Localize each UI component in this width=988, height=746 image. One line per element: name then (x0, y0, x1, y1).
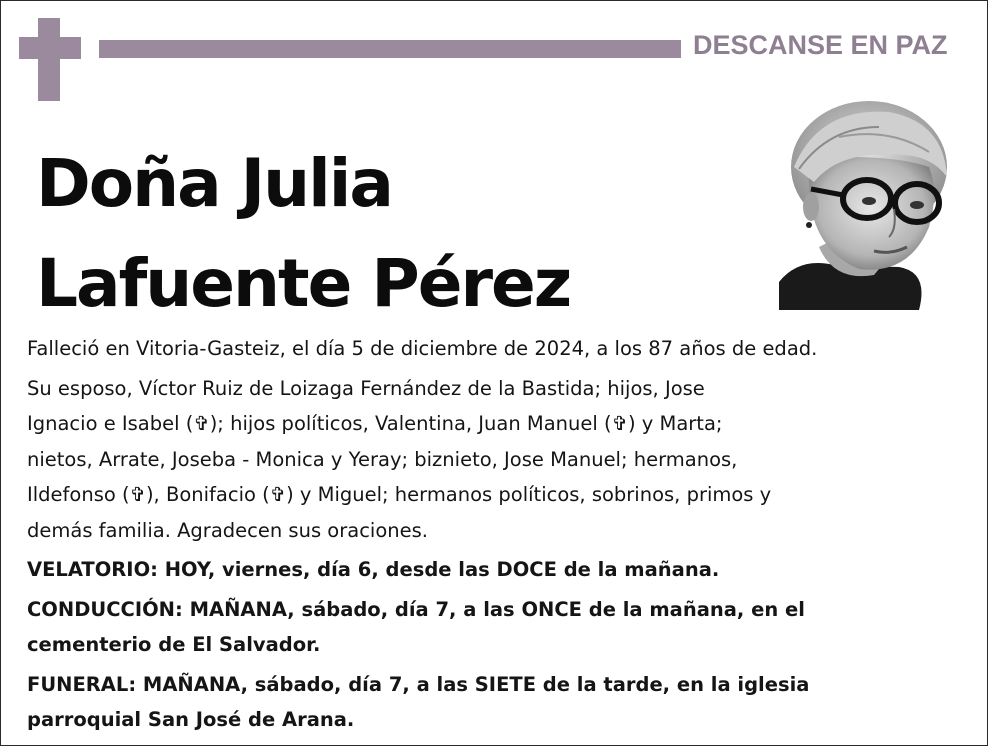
family-line-3: nietos, Arrate, Joseba - Monica y Yeray; biznieto, Jose Manuel; hermanos, (27, 447, 738, 471)
death-notice: Falleció en Vitoria-Gasteiz, el día 5 de diciembre de 2024, a los 87 años de edad. (27, 337, 818, 360)
notice-body (27, 331, 967, 742)
conduccion-line-1: CONDUCCIÓN: MAÑANA, sábado, día 7, a las ONCE de la mañana, en el (27, 597, 805, 621)
funeral-info (27, 667, 967, 738)
family-line-5: demás familia. Agradecen sus oraciones. (27, 518, 428, 542)
funeral-line-1: FUNERAL: MAÑANA, sábado, día 7, a las SIETE de la tarde, en la iglesia (27, 672, 810, 696)
family-line-1: Su esposo, Víctor Ruiz de Loizaga Fernández de la Bastida; hijos, Jose (27, 376, 705, 400)
header-bar (99, 40, 681, 58)
velatorio-info: VELATORIO: HOY, viernes, día 6, desde las DOCE de la mañana. (27, 558, 720, 581)
small-cross-icon: ✞ (269, 483, 287, 506)
family-text: ); hijos políticos, Valentina, Juan Manuel ( (209, 412, 612, 435)
conduccion-line-2: cementerio de El Salvador. (27, 633, 321, 656)
family-text: Ildefonso ( (27, 483, 130, 506)
family-text: ) y Marta; (627, 412, 723, 435)
header-tag: DESCANSE EN PAZ (693, 30, 948, 60)
small-cross-icon: ✞ (129, 483, 146, 506)
family-paragraph (27, 371, 967, 549)
family-text: ) y Miguel; hermanos políticos, sobrinos, primos y (286, 483, 772, 506)
small-cross-icon: ✞ (193, 412, 210, 435)
small-cross-icon: ✞ (611, 412, 628, 435)
family-text: ), Bonifacio ( (145, 483, 270, 506)
name-line-2: Lafuente Pérez (36, 245, 571, 322)
deceased-name (36, 134, 570, 334)
name-line-1: Doña Julia (36, 145, 392, 222)
family-text: Ignacio e Isabel ( (27, 412, 194, 435)
funeral-line-2: parroquial San José de Arana. (27, 708, 355, 731)
portrait-photo-icon (779, 97, 949, 310)
conduccion-info (27, 592, 967, 663)
